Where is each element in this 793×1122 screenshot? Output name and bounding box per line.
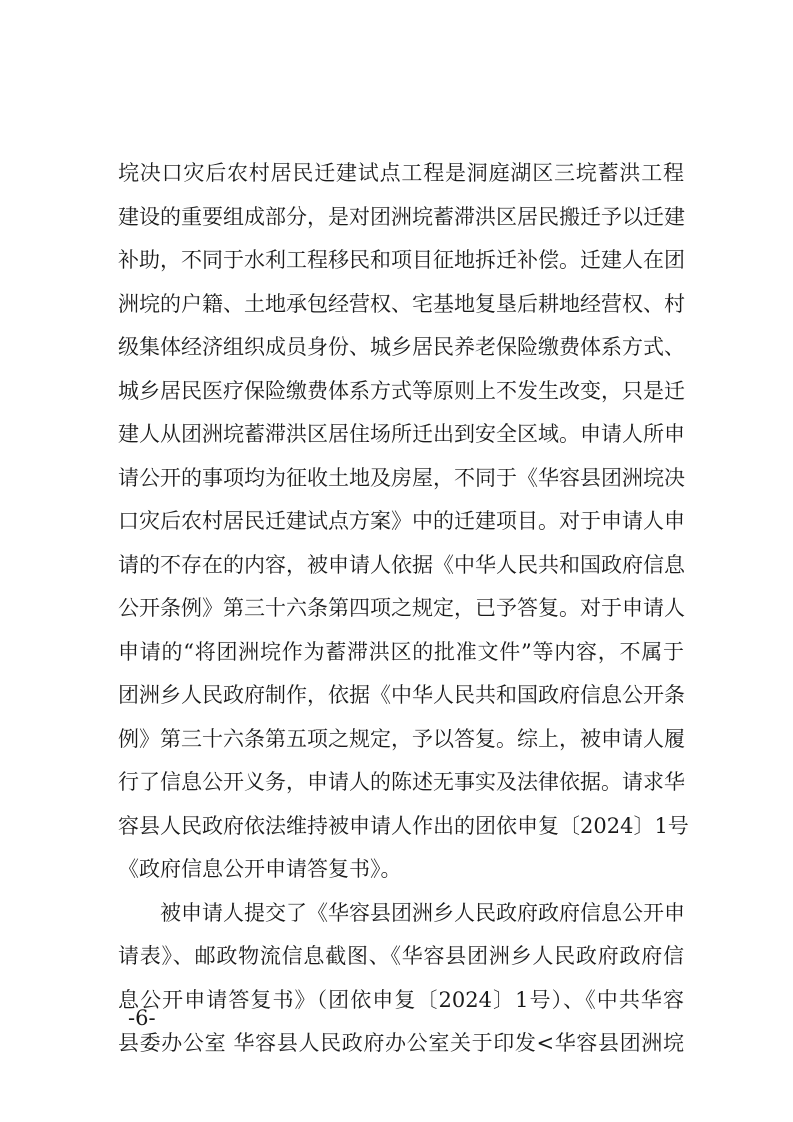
paragraph-1: [118, 152, 689, 892]
body-text: [118, 152, 689, 1066]
page-number: -6-: [128, 1006, 156, 1030]
text-line: 容县人民政府依法维持被申请人作出的团依申复〔2024〕1号: [118, 813, 689, 838]
text-line: 建人从团洲垸蓄滞洪区居住场所迁出到安全区域。申请人所申: [118, 422, 685, 446]
text-line: 《政府信息公开申请答复书》。: [118, 857, 402, 881]
text-line: 口灾后农村居民迁建试点方案》中的迁建项目。对于申请人申: [118, 509, 685, 533]
text-line: 请公开的事项均为征收土地及房屋，不同于《华容县团洲垸决: [118, 465, 685, 490]
text-line: 例》第三十六条第五项之规定，予以答复。综上，被申请人履: [118, 726, 685, 751]
text-line: 级集体经济组织成员身份、城乡居民养老保险缴费体系方式、: [118, 335, 685, 359]
text-line: 请的不存在的内容，被申请人依据《中华人民共和国政府信息: [118, 552, 685, 577]
text-line: 申请的“将团洲垸作为蓄滞洪区的批准文件”等内容，不属于: [118, 639, 684, 664]
text-line: 建设的重要组成部分，是对团洲垸蓄滞洪区居民搬迁予以迁建: [118, 204, 685, 229]
text-line: 垸决口灾后农村居民迁建试点工程是洞庭湖区三垸蓄洪工程: [118, 161, 684, 185]
paragraph-2: [118, 892, 684, 1066]
text-line: 被申请人提交了《华容县团洲乡人民政府政府信息公开申: [160, 900, 685, 925]
text-line: 洲垸的户籍、土地承包经营权、宅基地复垦后耕地经营权、村: [118, 291, 685, 316]
text-line: 行了信息公开义务，申请人的陈述无事实及法律依据。请求华: [118, 770, 685, 794]
text-line: 请表》、邮政物流信息截图、《华容县团洲乡人民政府政府信: [118, 944, 684, 968]
text-line: 公开条例》第三十六条第四项之规定，已予答复。对于申请人: [118, 596, 685, 620]
text-line: 补助，不同于水利工程移民和项目征地拆迁补偿。迁建人在团: [118, 248, 685, 272]
text-line: 城乡居民医疗保险缴费体系方式等原则上不发生改变，只是迁: [118, 378, 685, 403]
text-line: 息公开申请答复书》（团依申复〔2024〕1号）、《中共华容: [118, 987, 684, 1012]
text-line: 县委办公室 华容县人民政府办公室关于印发<华容县团洲垸: [118, 1031, 684, 1055]
text-line: 团洲乡人民政府制作，依据《中华人民共和国政府信息公开条: [118, 683, 685, 707]
